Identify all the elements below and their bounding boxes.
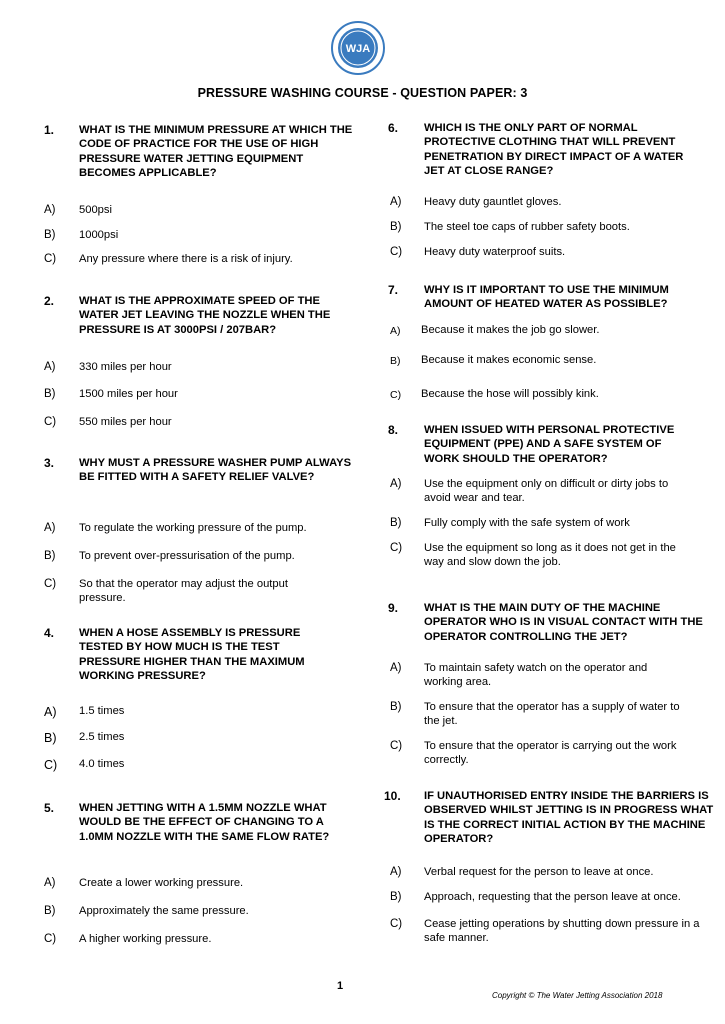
answer-label: A) [44, 204, 56, 216]
answer-label: C) [44, 578, 57, 590]
question-text: WHEN A HOSE ASSEMBLY IS PRESSURE TESTED BY HOW MUCH IS THE TEST PRESSURE HIGHER THAN THE MAXIMUM WORKING PRESSURE? [79, 627, 305, 682]
answer-label: A) [44, 705, 57, 719]
answer-label: C) [390, 246, 403, 258]
answer-label: C) [44, 758, 58, 772]
answer-text: Any pressure where there is a risk of injury. [79, 253, 293, 265]
answer-text: Use the equipment so long as it does not get in the way and slow down the job. [424, 542, 676, 568]
question-number: 1. [44, 123, 55, 137]
answer-text: Because the hose will possibly kink. [421, 388, 599, 400]
answer-text: Heavy duty waterproof suits. [424, 246, 566, 258]
question-text: WHEN ISSUED WITH PERSONAL PROTECTIVE EQUIPMENT (PPE) AND A SAFE SYSTEM OF WORK SHOULD THE OPERATOR? [424, 424, 675, 465]
answer-label: A) [390, 478, 402, 490]
answer-label: B) [44, 388, 56, 400]
answer-text: The steel toe caps of rubber safety boots. [424, 221, 630, 233]
answer-text: A higher working pressure. [79, 933, 212, 945]
answer-label: A) [44, 361, 56, 373]
answer-label: A) [44, 522, 56, 534]
answer-text: 1000psi [79, 229, 119, 241]
page-number: 1 [337, 980, 344, 992]
answer-text: 2.5 times [79, 731, 125, 743]
answer-text: 550 miles per hour [79, 416, 172, 428]
answer-text: 1500 miles per hour [79, 388, 178, 400]
answer-label: A) [390, 196, 402, 208]
answer-text: 4.0 times [79, 758, 125, 770]
question-number: 9. [388, 601, 399, 615]
answer-label: A) [390, 662, 402, 674]
answer-label: B) [44, 229, 56, 241]
answer-text: To regulate the working pressure of the pump. [79, 522, 307, 534]
answer-text: Cease jetting operations by shutting down pressure in a safe manner. [424, 918, 700, 944]
answer-label: A) [390, 866, 402, 878]
answer-label: B) [390, 517, 402, 529]
answer-text: Because it makes the job go slower. [421, 324, 600, 336]
answer-label: B) [390, 221, 402, 233]
question-text: WHAT IS THE APPROXIMATE SPEED OF THE WATER JET LEAVING THE NOZZLE WHEN THE PRESSURE IS AT 3000PSI / 207BAR? [79, 295, 331, 336]
answer-text: Approach, requesting that the person leave at once. [424, 891, 681, 903]
answer-text: 330 miles per hour [79, 361, 172, 373]
question-number: 3. [44, 456, 55, 470]
answer-label: B) [390, 701, 402, 713]
question-number: 7. [388, 283, 399, 297]
answer-label: A) [44, 877, 56, 889]
question-text: WHY MUST A PRESSURE WASHER PUMP ALWAYS BE FITTED WITH A SAFETY RELIEF VALVE? [79, 457, 352, 484]
answer-text: To ensure that the operator is carrying out the work correctly. [424, 740, 677, 766]
answer-label: C) [44, 416, 57, 428]
answer-label: C) [390, 389, 402, 401]
answer-label: A) [390, 325, 401, 337]
answer-label: C) [390, 740, 403, 752]
answer-text: Use the equipment only on difficult or dirty jobs to avoid wear and tear. [424, 478, 669, 504]
question-number: 4. [44, 626, 55, 640]
answer-text: Heavy duty gauntlet gloves. [424, 196, 562, 208]
answer-text: To prevent over-pressurisation of the pump. [79, 550, 295, 562]
question-number: 5. [44, 801, 55, 815]
answer-label: C) [390, 542, 403, 554]
answer-text: Fully comply with the safe system of work [424, 517, 630, 529]
answer-label: B) [390, 891, 402, 903]
question-text: WHAT IS THE MINIMUM PRESSURE AT WHICH THE CODE OF PRACTICE FOR THE USE OF HIGH PRESSURE WATER JETTING EQUIPMENT BECOMES APPLICABLE? [79, 124, 353, 179]
question-text: WHAT IS THE MAIN DUTY OF THE MACHINE OPERATOR WHO IS IN VISUAL CONTACT WITH THE OPERATOR CONTROLLING THE JET? [424, 602, 703, 643]
question-number: 10. [384, 789, 401, 803]
answer-text: 500psi [79, 204, 112, 216]
answer-label: B) [44, 731, 57, 745]
question-text: WHY IS IT IMPORTANT TO USE THE MINIMUM AMOUNT OF HEATED WATER AS POSSIBLE? [424, 284, 669, 311]
answer-text: 1.5 times [79, 705, 125, 717]
question-number: 2. [44, 294, 55, 308]
logo-text: WJA [345, 43, 371, 55]
answer-text: To ensure that the operator has a supply of water to the jet. [424, 701, 680, 727]
answer-label: C) [44, 253, 57, 265]
answer-text: To maintain safety watch on the operator and working area. [424, 662, 648, 688]
answer-text: Verbal request for the person to leave at once. [424, 866, 654, 878]
answer-label: C) [44, 933, 57, 945]
question-number: 8. [388, 423, 399, 437]
answer-text: Create a lower working pressure. [79, 877, 244, 889]
answer-label: B) [44, 905, 56, 917]
answer-label: B) [44, 550, 56, 562]
question-text: WHEN JETTING WITH A 1.5MM NOZZLE WHAT WOULD BE THE EFFECT OF CHANGING TO A 1.0MM NOZZLE WITH THE SAME FLOW RATE? [79, 802, 330, 843]
answer-text: So that the operator may adjust the output pressure. [79, 578, 288, 604]
answer-text: Approximately the same pressure. [79, 905, 249, 917]
answer-label: C) [390, 918, 403, 930]
answer-label: B) [390, 355, 401, 367]
copyright-notice: Copyright © The Water Jetting Association 2018 [492, 991, 663, 1000]
question-text: WHICH IS THE ONLY PART OF NORMAL PROTECTIVE CLOTHING THAT WILL PREVENT PENETRATION BY DIRECT IMPACT OF A WATER JET AT CLOSE RANGE? [424, 122, 684, 177]
wja-logo-icon [330, 20, 386, 76]
question-number: 6. [388, 121, 399, 135]
page-title: PRESSURE WASHING COURSE - QUESTION PAPER: 3 [197, 86, 528, 100]
question-text: IF UNAUTHORISED ENTRY INSIDE THE BARRIERS IS OBSERVED WHILST JETTING IS IN PROGRESS WHAT IS THE CORRECT INITIAL ACTION BY THE MACHINE OPERATOR? [424, 790, 714, 845]
answer-text: Because it makes economic sense. [421, 354, 597, 366]
